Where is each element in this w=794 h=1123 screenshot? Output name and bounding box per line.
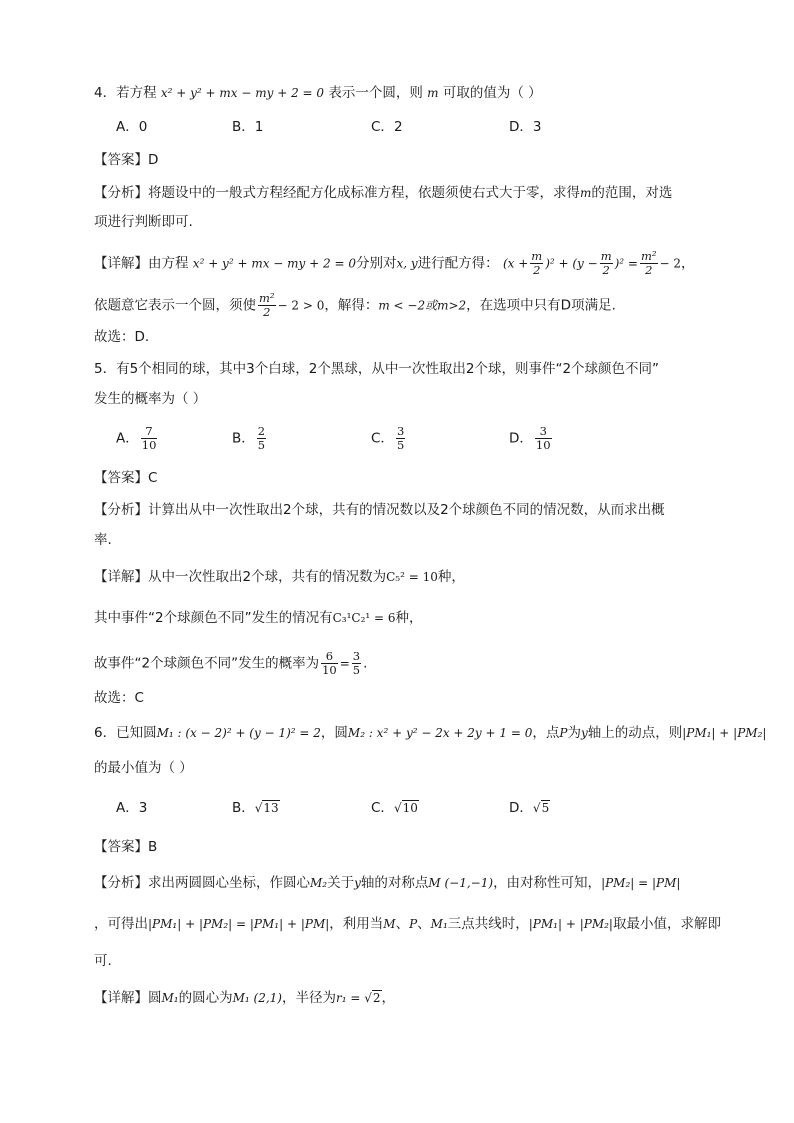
detail-text: ，	[681, 255, 695, 272]
q4-fraction	[600, 250, 613, 277]
q6-stem-text: ，圆	[320, 725, 348, 741]
q4-variable: m	[427, 86, 439, 100]
detail-tag: 【详解】	[94, 255, 148, 272]
option-label: B．	[232, 800, 255, 816]
q4-stem-text: 可取的值为（ ）	[442, 85, 542, 101]
analysis-text: ，利用当	[329, 916, 384, 932]
detail-text: 种，	[395, 610, 423, 626]
option-label: C．	[371, 119, 394, 135]
q6-option-c	[371, 798, 419, 818]
fraction-denominator: 5	[352, 663, 361, 677]
option-value: 0	[138, 119, 148, 135]
option-fraction	[257, 425, 266, 452]
answer-tag: 【答案】	[94, 152, 148, 168]
q6-distance-equality: |PM₁| + |PM₂| = |PM₁| + |PM|	[148, 917, 330, 931]
detail-tag: 【详解】	[94, 569, 148, 585]
q6-point-m1: M₁	[161, 991, 179, 1005]
fraction-numerator: m²	[640, 249, 657, 263]
q4-completed-square: )² + (y −	[545, 256, 598, 271]
fraction-numerator: m	[531, 249, 543, 263]
q6-symmetric-point: M (−1,−1)	[428, 876, 494, 890]
equals-sign: =	[339, 656, 350, 671]
q4-answer	[94, 150, 158, 170]
q6-distance-sum: |PM₁| + |PM₂|	[528, 917, 613, 931]
q6-point-p: P	[409, 917, 418, 931]
q5-answer	[94, 468, 157, 488]
analysis-text: 轴的对称点	[360, 875, 429, 891]
option-label: B．	[232, 430, 255, 447]
q4-option-b	[232, 117, 263, 137]
analysis-text: 计算出从中一次性取出2个球，共有的情况数以及2个球颜色不同的情况数，从而求出概	[148, 502, 665, 518]
detail-text: 从中一次性取出2个球，共有的情况数为	[148, 569, 387, 585]
q4-option-d	[509, 117, 542, 137]
fraction-numerator: 3	[352, 649, 361, 663]
q5-combination: C₅² = 10	[386, 570, 438, 584]
q4-detail-line-1	[94, 250, 695, 277]
q4-detail-equation: x² + y² + mx − my + 2 = 0	[192, 256, 356, 271]
q4-solution: m < −2或m>2	[378, 298, 467, 313]
fraction-numerator: 2	[257, 424, 266, 438]
analysis-text: 取最小值，求解即	[612, 916, 721, 932]
analysis-text: 关于	[327, 875, 355, 891]
fraction-denominator: 2	[602, 263, 610, 277]
q6-detail-line-1	[94, 988, 395, 1008]
q4-stem-text: 4．若方程	[94, 85, 157, 101]
fraction-numerator: 3	[535, 425, 552, 439]
q6-radius: r₁ =	[335, 991, 365, 1005]
sqrt-radicand: 13	[263, 801, 279, 815]
q5-detail-line-1	[94, 567, 465, 587]
q5-stem-line-2	[94, 389, 206, 409]
fraction-numerator: 7	[141, 425, 158, 439]
answer-value: C	[148, 470, 158, 486]
detail-text: 其中事件“2个球颜色不同”发生的情况有	[94, 610, 333, 626]
q4-completed-square: − 2	[659, 256, 682, 271]
analysis-text: 三点共线时，	[447, 916, 529, 932]
option-label: C．	[371, 800, 394, 816]
option-fraction	[535, 425, 552, 452]
q4-fraction	[640, 250, 658, 277]
q6-distance-equality: |PM₂| = |PM|	[601, 876, 681, 890]
detail-text: 圆	[148, 990, 162, 1006]
fraction-numerator: m	[600, 249, 612, 263]
option-label: A．	[116, 430, 139, 447]
q5-conclusion	[94, 688, 144, 708]
q6-analysis-line-3	[94, 951, 112, 971]
q5-stem-text: 发生的概率为（ ）	[94, 391, 207, 407]
conclusion-text: 故选：C	[94, 690, 144, 706]
q6-radius-sqrt: √2	[364, 991, 381, 1005]
q6-option-d	[509, 798, 550, 818]
option-fraction	[141, 425, 158, 452]
q5-detail-line-2	[94, 608, 423, 628]
q4-conclusion	[94, 327, 149, 347]
detail-text: ，	[381, 990, 395, 1006]
detail-text: 种，	[437, 569, 465, 585]
analysis-text: 可.	[94, 953, 112, 969]
q5-stem-text: 5．有5个相同的球，其中3个白球，2个黑球，从中一次性取出2个球，则事件“2个球颜色不同”	[94, 361, 660, 377]
q5-combination: C₃¹C₂¹ = 6	[332, 611, 396, 625]
option-label: D．	[509, 119, 533, 135]
analysis-text: 将题设中的一般式方程经配方化成标准方程，依题须使右式大于零，求得	[148, 185, 580, 201]
q4-analysis-line-1	[94, 183, 672, 203]
analysis-text: 、	[417, 916, 431, 932]
analysis-text: ，可得出	[94, 916, 148, 932]
analysis-text: 的范围，对选	[591, 185, 673, 201]
detail-text: ，解得：	[324, 297, 379, 314]
option-label: A．	[116, 119, 139, 135]
q6-point-p: P	[559, 726, 568, 740]
q5-detail-line-3	[94, 650, 367, 677]
analysis-tag: 【分析】	[94, 185, 148, 201]
analysis-text: 求出两圆圆心坐标，作圆心	[148, 875, 310, 891]
q5-fraction	[352, 650, 361, 677]
fraction-numerator: 3	[396, 424, 405, 438]
q6-point-m: M	[383, 917, 396, 931]
detail-text: 故事件“2个球颜色不同”发生的概率为	[94, 655, 320, 672]
q6-analysis-line-1	[94, 873, 680, 893]
option-label: D．	[509, 800, 533, 816]
q5-stem-line-1	[94, 359, 659, 379]
q6-stem-text: 6．已知圆	[94, 725, 157, 741]
q5-option-b	[232, 425, 268, 452]
sqrt-radicand: 5	[541, 801, 550, 815]
q5-option-a	[116, 425, 159, 452]
analysis-text: 项进行判断即可.	[94, 214, 193, 230]
q5-analysis-line-2	[94, 530, 112, 550]
answer-tag: 【答案】	[94, 470, 148, 486]
q6-stem-line-2	[94, 758, 193, 778]
q6-axis-y: y	[354, 876, 361, 890]
analysis-tag: 【分析】	[94, 875, 148, 891]
sqrt-radicand: 2	[372, 991, 381, 1005]
detail-text: 的圆心为	[178, 990, 233, 1006]
analysis-text: ，由对称性可知，	[493, 875, 602, 891]
detail-tag: 【详解】	[94, 990, 148, 1006]
q6-center: M₁ (2,1)	[232, 991, 282, 1005]
detail-text: ，半径为	[281, 990, 336, 1006]
q6-point-m1: M₁	[430, 917, 448, 931]
q6-option-a	[116, 798, 147, 818]
answer-value: B	[148, 839, 158, 855]
option-value: 3	[532, 119, 542, 135]
detail-text: .	[363, 655, 368, 672]
option-value: 1	[254, 119, 264, 135]
q6-option-b	[232, 798, 280, 818]
detail-text: ，在选项中只有D项满足.	[466, 297, 616, 314]
detail-text: 依题意它表示一个圆，须使	[94, 297, 256, 314]
q4-detail-vars: x, y	[396, 256, 418, 271]
analysis-tag: 【分析】	[94, 502, 148, 518]
option-label: B．	[232, 119, 255, 135]
fraction-denominator: 5	[257, 438, 266, 452]
analysis-text: 、	[395, 916, 410, 932]
q4-completed-square: (x +	[502, 256, 529, 271]
q4-analysis-line-2	[94, 212, 193, 232]
fraction-denominator: 2	[263, 305, 271, 319]
fraction-numerator: m²	[259, 291, 275, 305]
q4-inequality: − 2 > 0	[277, 298, 325, 313]
detail-text: 分别对	[355, 255, 397, 272]
fraction-numerator: 6	[321, 650, 338, 664]
q6-stem-text: 为	[567, 725, 581, 741]
q5-analysis-line-1	[94, 500, 665, 520]
detail-text: 由方程	[148, 255, 189, 272]
q6-distance-sum: |PM₁| + |PM₂|	[682, 726, 767, 740]
fraction-denominator: 5	[396, 438, 405, 452]
q6-answer	[94, 837, 157, 857]
sqrt-radicand: 10	[402, 801, 418, 815]
answer-value: D	[148, 152, 159, 168]
q6-stem-text: 轴上的动点，则	[587, 725, 683, 741]
option-label: A．	[116, 800, 139, 816]
fraction-denominator: 10	[322, 663, 337, 677]
option-value: 3	[138, 800, 148, 816]
q6-circle-m1: M₁ : (x − 2)² + (y − 1)² = 2	[156, 726, 321, 740]
detail-text: 进行配方得：	[417, 255, 499, 272]
fraction-denominator: 2	[645, 263, 653, 277]
q4-fraction	[530, 250, 543, 277]
fraction-denominator: 2	[533, 263, 541, 277]
q6-stem-text: ，点	[532, 725, 560, 741]
q6-stem-text: 的最小值为（ ）	[94, 760, 193, 776]
q6-m2: M₂	[310, 876, 328, 890]
conclusion-text: 故选：D.	[94, 329, 150, 345]
option-sqrt: √10	[393, 801, 418, 815]
q4-option-c	[371, 117, 403, 137]
answer-tag: 【答案】	[94, 839, 148, 855]
option-fraction	[396, 425, 405, 452]
q4-stem	[94, 83, 542, 103]
q6-axis-y: y	[580, 726, 588, 740]
fraction-denominator: 10	[141, 438, 157, 452]
q4-variable: m	[580, 186, 592, 200]
option-sqrt: √13	[254, 801, 279, 815]
option-label: D．	[509, 430, 533, 447]
q4-completed-square: )² =	[614, 256, 638, 271]
option-label: C．	[371, 430, 394, 447]
q6-circle-m2: M₂ : x² + y² − 2x + 2y + 1 = 0	[347, 726, 533, 740]
q4-detail-line-2	[94, 292, 616, 319]
q6-stem-line-1	[94, 723, 766, 743]
q4-stem-text: 表示一个圆，则	[328, 85, 423, 101]
q5-fraction	[321, 650, 338, 677]
q5-option-c	[371, 425, 407, 452]
q4-fraction	[258, 292, 276, 319]
option-value: 2	[393, 119, 403, 135]
q4-equation: x² + y² + mx − my + 2 = 0	[160, 86, 325, 100]
option-sqrt: √5	[532, 801, 550, 815]
analysis-text: 率.	[94, 532, 112, 548]
q4-option-a	[116, 117, 147, 137]
q6-analysis-line-2	[94, 914, 721, 934]
fraction-denominator: 10	[535, 438, 551, 452]
q5-option-d	[509, 425, 554, 452]
